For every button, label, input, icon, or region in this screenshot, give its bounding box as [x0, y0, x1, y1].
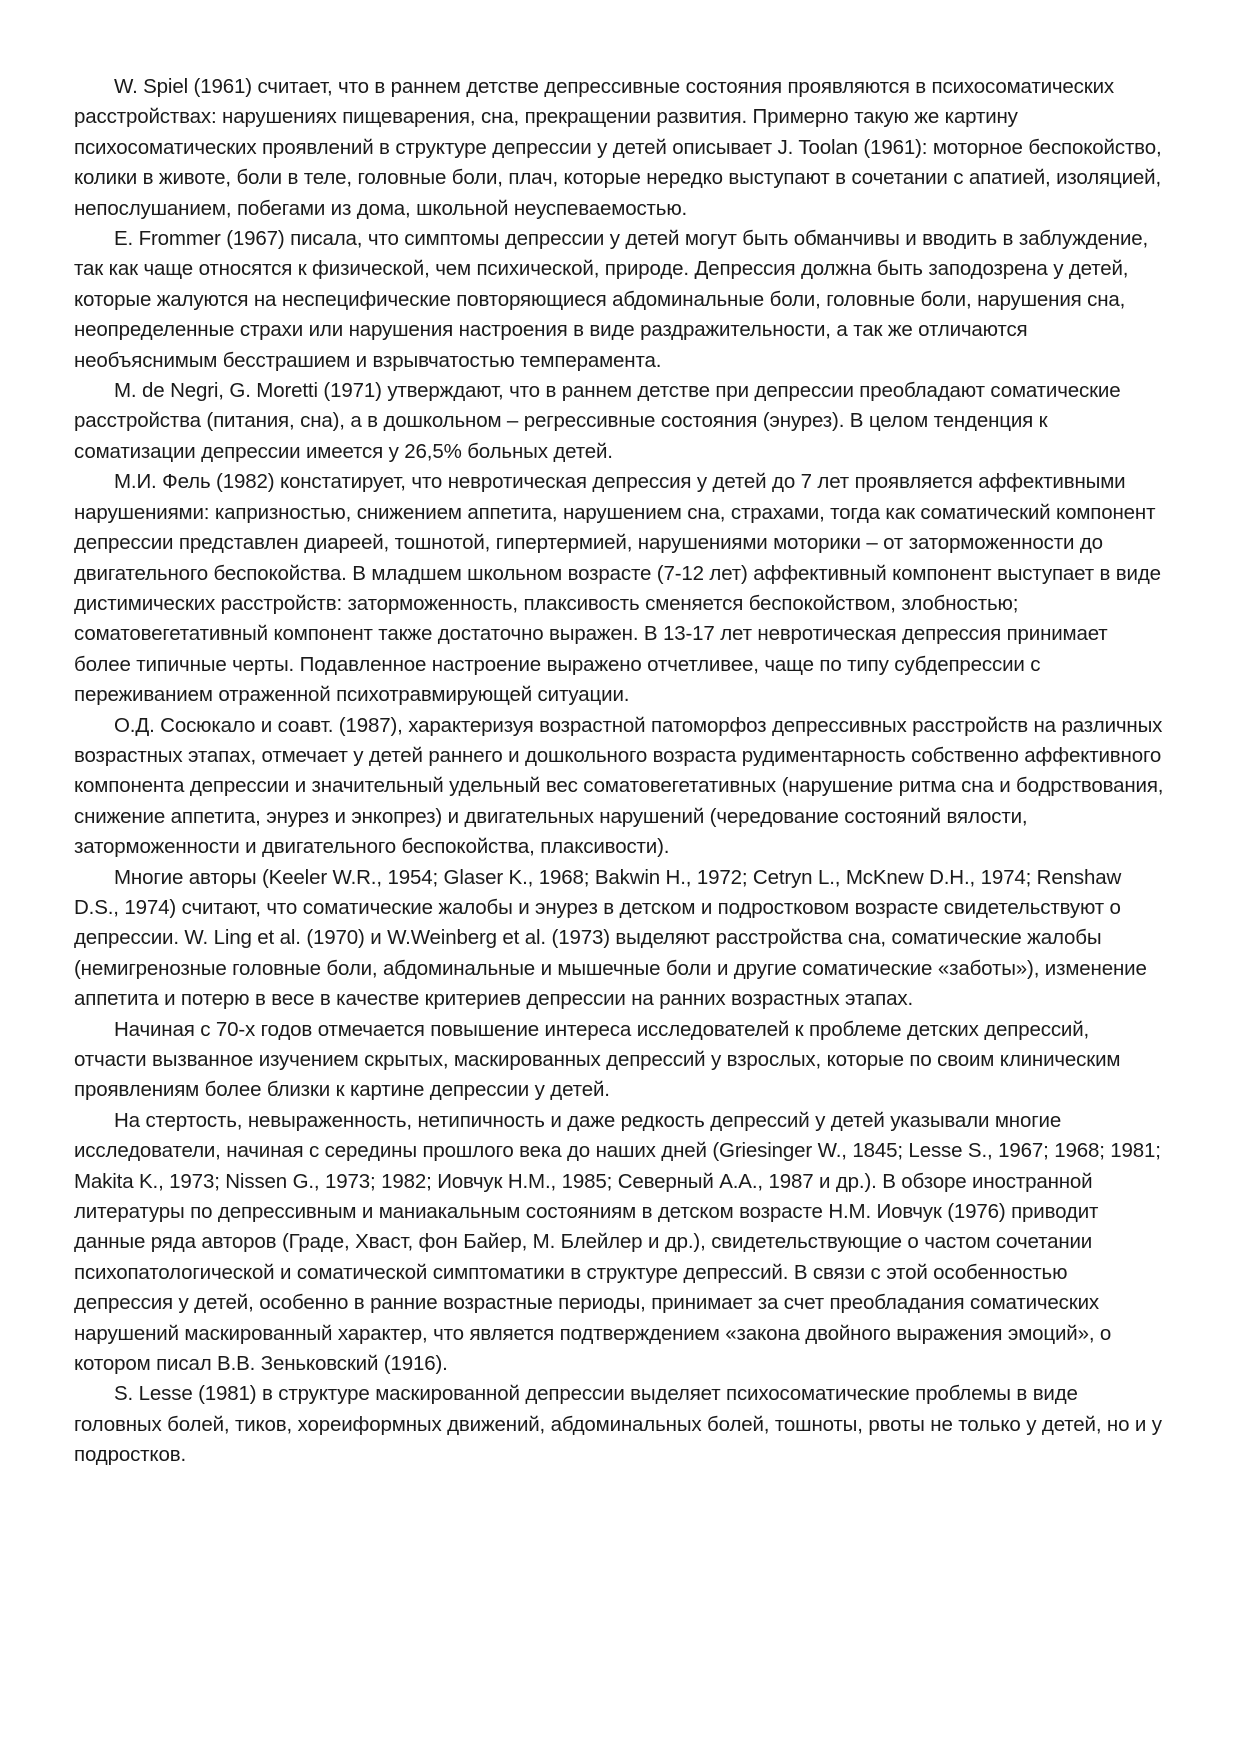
paragraph: О.Д. Сосюкало и соавт. (1987), характеризуя возрастной патоморфоз депрессивных расстройств на различных возрастных этапах, отмечает у детей раннего и дошкольного возраста рудиментарность собственно аффективного компонента депрессии и значительный удельный вес соматовегетативных (нарушение ритма сна и бодрствования, снижение аппетита, энурез и энкопрез) и двигательных нарушений (чередование состояний вялости, заторможенности и двигательного беспокойства, плаксивости).: [74, 713, 1164, 859]
paragraph: M. de Negri, G. Moretti (1971) утверждают, что в раннем детстве при депрессии преобладают соматические расстройства (питания, сна), а в дошкольном – регрессивные состояния (энурез). В целом тенденция к соматизации депрессии имеется у 26,5% больных детей.: [74, 379, 1121, 463]
paragraph: На стертость, невыраженность, нетипичность и даже редкость депрессий у детей указывали многие исследователи, начиная с середины прошлого века до наших дней (Griesinger W., 1845; Lesse S., 1967; 1968; 1981; Makita K., 1973; Nissen G., 1973; 1982; Иовчук Н.М., 1985; Северный А.А., 1987 и др.). В обзоре иностранной литературы по депрессивным и маниакальным состояниям в детском возрасте Н.М. Иовчук (1976) приводит данные ряда авторов (Граде, Хваст, фон Байер, М. Блейлер и др.), свидетельствующие о частом сочетании психопатологической и соматической симптоматики в структуре депрессий. В связи с этой особенностью депрессия у детей, особенно в ранние возрастные периоды, принимает за счет преобладания соматических нарушений маскированный характер, что является подтверждением «закона двойного выражения эмоций», о котором писал В.В. Зеньковский (1916).: [74, 1108, 1161, 1376]
paragraph: S. Lesse (1981) в структуре маскированной депрессии выделяет психосоматические проблемы в виде головных болей, тиков, хореиформных движений, абдоминальных болей, тошноты, рвоты не только у детей, но и у подростков.: [74, 1382, 1162, 1467]
document-page: [74, 72, 1166, 1471]
paragraph: М.И. Фель (1982) констатирует, что невротическая депрессия у детей до 7 лет проявляется аффективными нарушениями: капризностью, снижением аппетита, нарушением сна, страхами, тогда как соматический компонент депрессии представлен диареей, тошнотой, гипертермией, нарушениями моторики – от заторможенности до двигательного беспокойства. В младшем школьном возрасте (7-12 лет) аффективный компонент выступает в виде дистимических расстройств: заторможенность, плаксивость сменяется беспокойством, злобностью; соматовегетативный компонент также достаточно выражен. В 13-17 лет невротическая депрессия принимает более типичные черты. Подавленное настроение выражено отчетливее, чаще по типу субдепрессии с переживанием отраженной психотравмирующей ситуации.: [74, 470, 1161, 707]
paragraph: W. Spiel (1961) считает, что в раннем детстве депрессивные состояния проявляются в психосоматических расстройствах: нарушениях пищеварения, сна, прекращении развития. Примерно такую же картину психосоматических проявлений в структуре депрессии у детей описывает J. Toolan (1961): моторное беспокойство, колики в животе, боли в теле, головные боли, плач, которые нередко выступают в сочетании с апатией, изоляцией, непослушанием, побегами из дома, школьной неуспеваемостью.: [74, 75, 1162, 220]
paragraph: Начиная с 70-х годов отмечается повышение интереса исследователей к проблеме детских депрессий, отчасти вызванное изучением скрытых, маскированных депрессий у взрослых, которые по своим клиническим проявлениям более близки к картине депрессии у детей.: [74, 1017, 1121, 1102]
paragraph: E. Frommer (1967) писала, что симптомы депрессии у детей могут быть обманчивы и вводить в заблуждение, так как чаще относятся к физической, чем психической, природе. Депрессия должна быть заподозрена у детей, которые жалуются на неспецифические повторяющиеся абдоминальные боли, головные боли, нарушения сна, неопределенные страхи или нарушения настроения в виде раздражительности, а так же отличаются необъяснимым бесстрашием и взрывчатостью темперамента.: [74, 227, 1149, 372]
paragraph: Многие авторы (Keeler W.R., 1954; Glaser K., 1968; Bakwin H., 1972; Cetryn L., McKnew D.H., 1974; Renshaw D.S., 1974) считают, что соматические жалобы и энурез в детском и подростковом возрасте свидетельствуют о депрессии. W. Ling et al. (1970) и W.Weinberg et al. (1973) выделяют расстройства сна, соматические жалобы (немигренозные головные боли, абдоминальные и мышечные боли и другие соматические «заботы»), изменение аппетита и потерю в весе в качестве критериев депрессии на ранних возрастных этапах.: [74, 865, 1147, 1011]
